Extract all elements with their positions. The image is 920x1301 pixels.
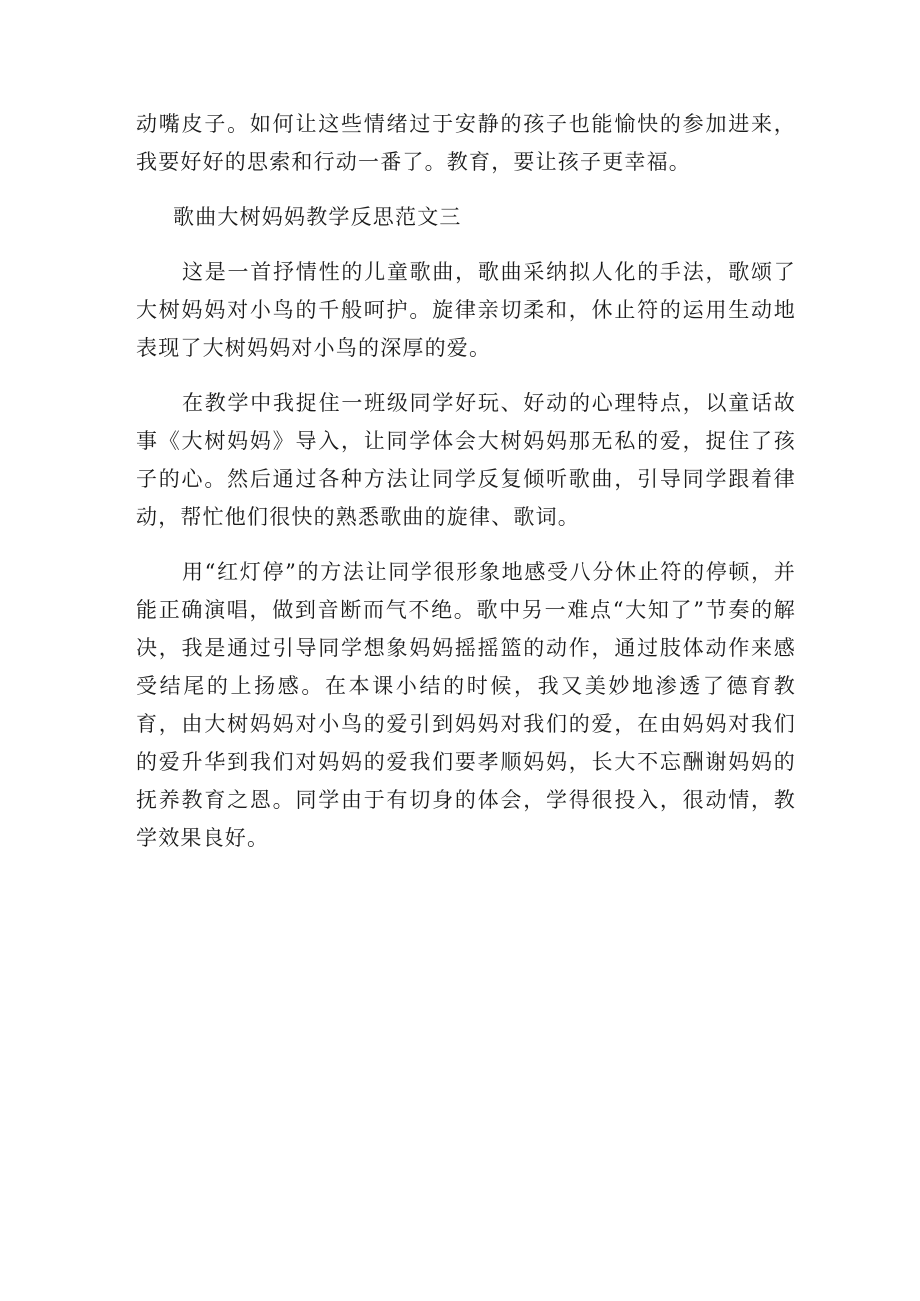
paragraph: 用“红灯停”的方法让同学很形象地感受八分休止符的停顿，并能正确演唱，做到音断而气不绝。歌中另一难点“大知了”节奏的解决，我是通过引导同学想象妈妈摇摇篮的动作，通过肢体动作来感受结尾的上扬感。在本课小结的时候，我又美妙地渗透了德育教育，由大树妈妈对小鸟的爱引到妈妈对我们的爱，在由妈妈对我们的爱升华到我们对妈妈的爱我们要孝顺妈妈，长大不忘酬谢妈妈的抚养教育之恩。同学由于有切身的体会，学得很投入，很动情，教学效果良好。	[136, 560, 796, 850]
paragraph-continuation: 动嘴皮子。如何让这些情绪过于安静的孩子也能愉快的参加进来，我要好好的思索和行动一番了。教育，要让孩子更幸福。	[136, 112, 796, 174]
section-heading: 歌曲大树妈妈教学反思范文三	[173, 205, 462, 229]
paragraph: 在教学中我捉住一班级同学好玩、好动的心理特点，以童话故事《大树妈妈》导入，让同学体会大树妈妈那无私的爱，捉住了孩子的心。然后通过各种方法让同学反复倾听歌曲，引导同学跟着律动，帮忙他们很快的熟悉歌曲的旋律、歌词。	[136, 391, 796, 529]
paragraph: 这是一首抒情性的儿童歌曲，歌曲采纳拟人化的手法，歌颂了大树妈妈对小鸟的千般呵护。旋律亲切柔和，休止符的运用生动地表现了大树妈妈对小鸟的深厚的爱。	[136, 260, 796, 360]
document-body	[136, 105, 796, 874]
